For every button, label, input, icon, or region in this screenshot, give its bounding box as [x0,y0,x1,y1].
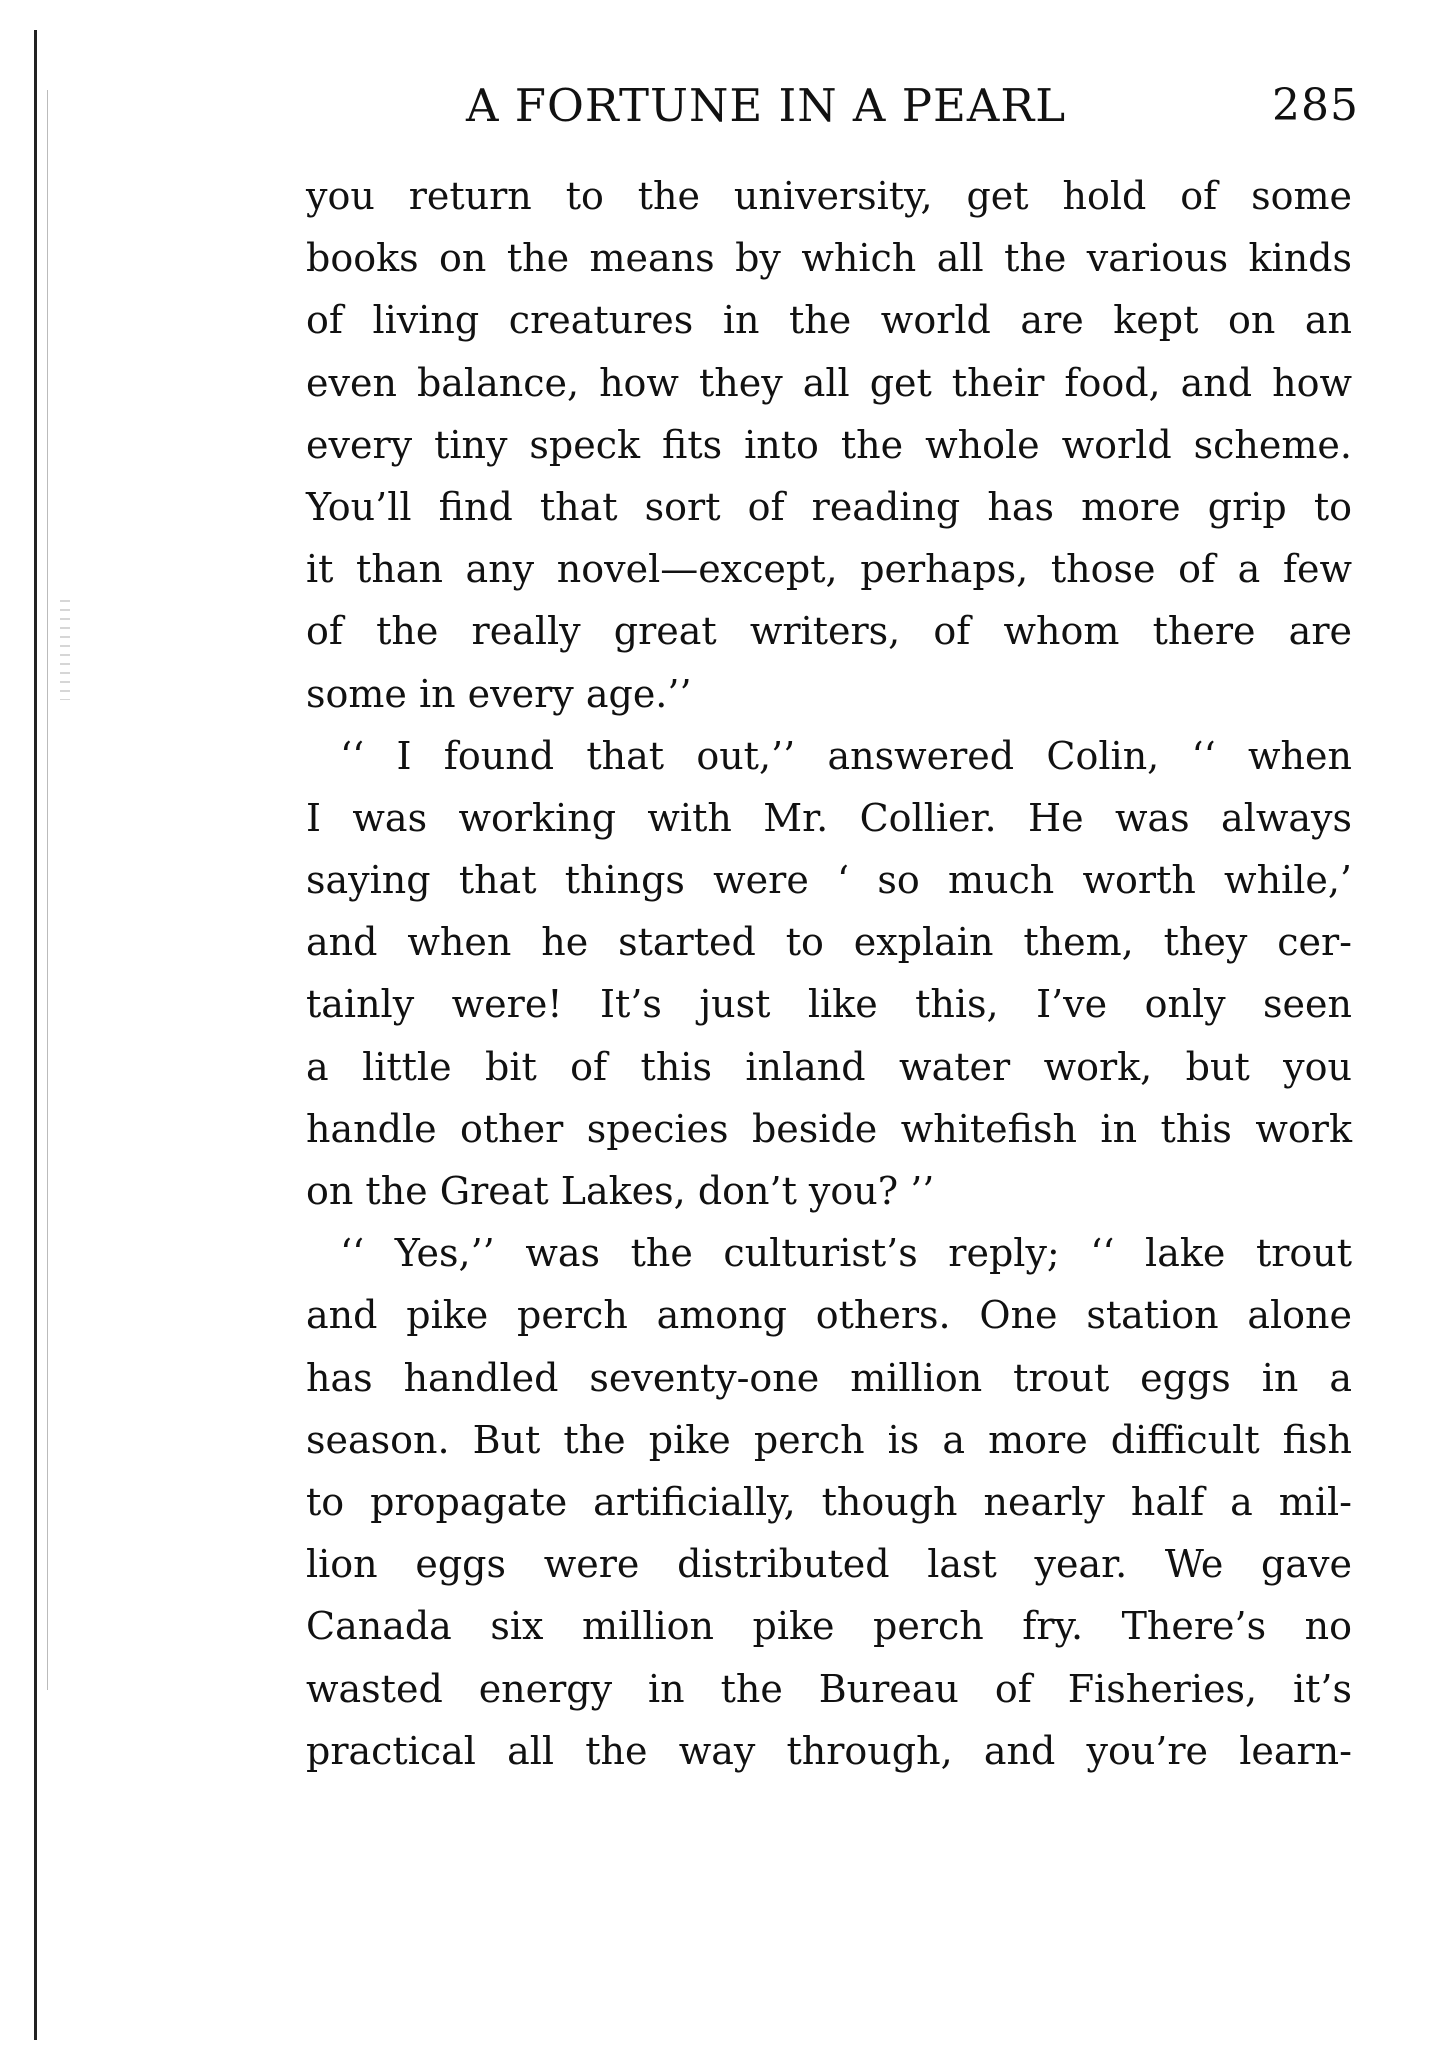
text-line: season. But the pike perch is a more difficult fish [306,1417,1352,1462]
text-line: saying that things were ‘ so much worth while,’ [306,858,1352,903]
text-line: some in every age.’’ [306,671,692,716]
text-line: even balance, how they all get their food, and how [306,360,1352,405]
text-line: it than any novel—except, perhaps, those of a few [306,547,1352,592]
body-text [306,165,1352,1782]
text-line: a little bit of this inland water work, but you [306,1044,1352,1089]
text-line: of the really great writers, of whom there are [306,609,1352,654]
text-line: I was working with Mr. Collier. He was always [306,795,1352,840]
text-line: and when he started to explain them, they cer- [306,920,1352,965]
text-line: you return to the university, get hold of some [306,174,1352,218]
text-line: on the Great Lakes, don’t you? ’’ [306,1169,935,1213]
page-number: 285 [1272,80,1359,131]
text-line: every tiny speck fits into the whole world scheme. [306,422,1352,467]
text-line: has handled seventy-one million trout eggs in a [306,1355,1352,1400]
text-line: handle other species beside whitefish in this work [306,1106,1352,1151]
text-line: to propagate artificially, though nearly half a mil- [306,1479,1352,1524]
text-line: of living creatures in the world are kept on an [306,298,1352,343]
text-line: wasted energy in the Bureau of Fisheries, it’s [306,1666,1352,1711]
text-line: lion eggs were distributed last year. We gave [306,1542,1352,1587]
text-line: ‘‘ I found that out,’’ answered Colin, ‘‘ when [340,733,1352,778]
text-line: and pike perch among others. One station alone [306,1293,1352,1338]
binding-edge-line [34,30,37,2040]
running-header [466,76,1366,136]
text-line: Canada six million pike perch fry. There’s no [306,1604,1352,1649]
text-line: books on the means by which all the various kinds [306,236,1352,281]
text-line: practical all the way through, and you’re learn- [306,1728,1352,1773]
binding-shadow-line [47,90,48,1690]
text-line: tainly were! It’s just like this, I’ve only seen [306,982,1352,1027]
text-line: ‘‘ Yes,’’ was the culturist’s reply; ‘‘ lake trout [340,1231,1352,1276]
running-title: A FORTUNE IN A PEARL [466,79,1067,132]
text-line: You’ll find that sort of reading has more grip to [306,484,1352,529]
scan-specks [60,600,70,700]
